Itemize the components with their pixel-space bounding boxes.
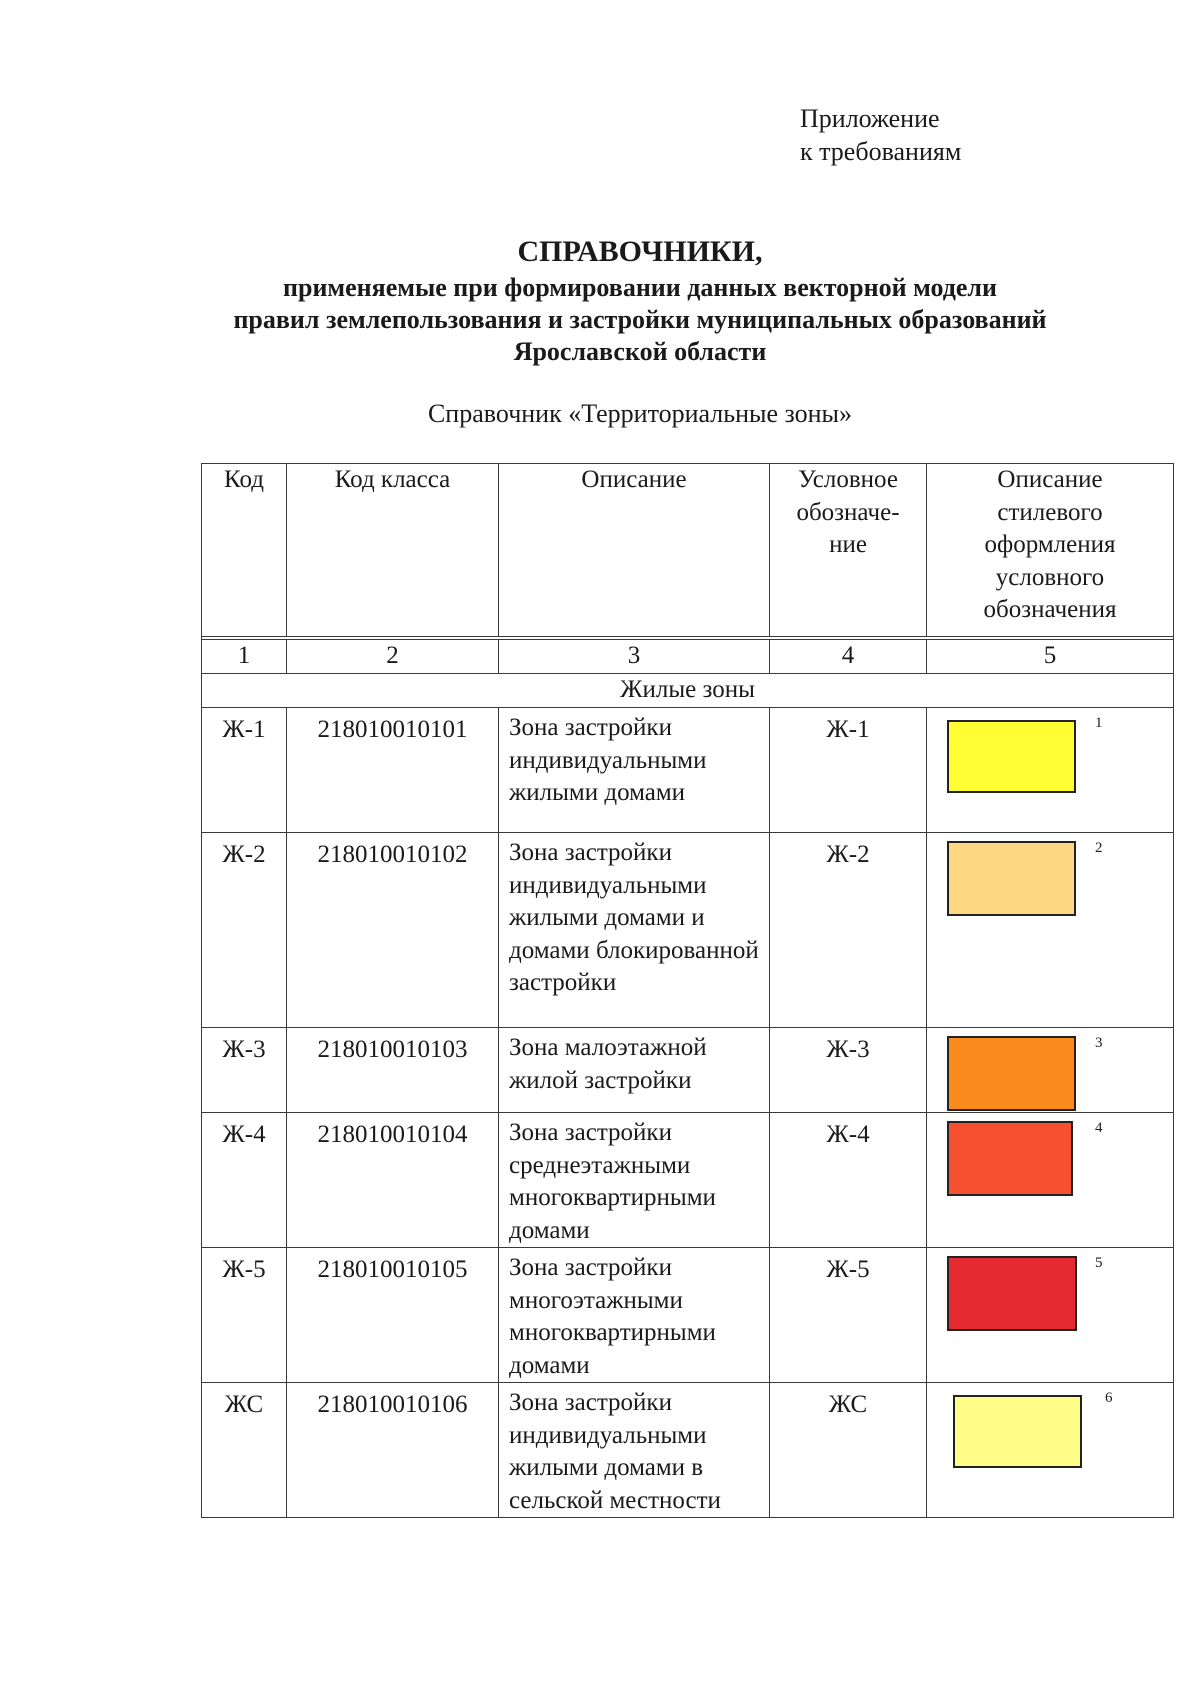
zones-table <box>201 463 1174 1518</box>
footnote-marker: 4 <box>1095 1120 1103 1136</box>
zone-description: Зона застройки многоэтажными многоквартирными домами <box>499 1248 770 1383</box>
footnote-marker: 1 <box>1095 715 1103 731</box>
table-row <box>202 833 1174 1028</box>
zone-code: Ж-3 <box>202 1028 287 1113</box>
table-header-row <box>202 464 1174 637</box>
footnote-marker: 2 <box>1095 840 1103 856</box>
zone-symbol: Ж-1 <box>770 708 927 833</box>
appendix-line-2: к требованиям <box>800 137 962 166</box>
table-row <box>202 1248 1174 1383</box>
color-swatch <box>953 1395 1082 1468</box>
class-code: 218010010106 <box>287 1383 499 1518</box>
color-swatch <box>947 1036 1076 1111</box>
style-cell <box>927 833 1174 1028</box>
class-code: 218010010105 <box>287 1248 499 1383</box>
header-symbol: Условное обозначе-ние <box>770 464 927 637</box>
zone-description: Зона застройки индивидуальными жилыми домами в сельской местности <box>499 1383 770 1518</box>
footnote-marker: 5 <box>1095 1255 1103 1271</box>
section-row <box>202 674 1174 708</box>
style-cell <box>927 1113 1174 1248</box>
class-code: 218010010104 <box>287 1113 499 1248</box>
footnote-marker: 6 <box>1105 1390 1113 1406</box>
table-row <box>202 1383 1174 1518</box>
heading-line-1: применяемые при формировании данных векторной модели <box>283 273 997 302</box>
style-cell <box>927 1248 1174 1383</box>
zone-description: Зона застройки среднеэтажными многоквартирными домами <box>499 1113 770 1248</box>
column-number: 5 <box>927 640 1174 674</box>
reference-subtitle: Справочник «Территориальные зоны» <box>427 399 853 428</box>
header-code: Код <box>202 464 287 637</box>
zone-symbol: Ж-3 <box>770 1028 927 1113</box>
table-row <box>202 1028 1174 1113</box>
style-cell <box>927 1383 1174 1518</box>
zone-symbol: Ж-2 <box>770 833 927 1028</box>
table-row <box>202 708 1174 833</box>
class-code: 218010010102 <box>287 833 499 1028</box>
color-swatch <box>947 720 1076 793</box>
zone-symbol: ЖС <box>770 1383 927 1518</box>
header-class-code: Код класса <box>287 464 499 637</box>
zone-symbol: Ж-4 <box>770 1113 927 1248</box>
zone-description: Зона застройки индивидуальными жилыми домами и домами блокированной застройки <box>499 833 770 1028</box>
document-heading <box>200 232 1080 368</box>
zone-symbol: Ж-5 <box>770 1248 927 1383</box>
table-row <box>202 1113 1174 1248</box>
zone-description: Зона застройки индивидуальными жилыми домами <box>499 708 770 833</box>
column-number-row <box>202 640 1174 674</box>
column-number: 3 <box>499 640 770 674</box>
zone-code: Ж-1 <box>202 708 287 833</box>
heading-line-2: правил землепользования и застройки муниципальных образований <box>233 305 1047 334</box>
section-title: Жилые зоны <box>202 674 1174 708</box>
class-code: 218010010103 <box>287 1028 499 1113</box>
column-number: 1 <box>202 640 287 674</box>
heading-line-3: Ярославской области <box>513 337 767 366</box>
zone-code: ЖС <box>202 1383 287 1518</box>
zone-code: Ж-5 <box>202 1248 287 1383</box>
style-cell <box>927 708 1174 833</box>
zone-code: Ж-4 <box>202 1113 287 1248</box>
document-title: СПРАВОЧНИКИ, <box>517 235 763 268</box>
zone-description: Зона малоэтажной жилой застройки <box>499 1028 770 1113</box>
appendix-note <box>800 102 961 168</box>
footnote-marker: 3 <box>1095 1035 1103 1051</box>
style-cell <box>927 1028 1174 1113</box>
column-number: 2 <box>287 640 499 674</box>
color-swatch <box>947 1256 1077 1331</box>
class-code: 218010010101 <box>287 708 499 833</box>
header-style: Описание стилевого оформления условного обозначения <box>927 464 1174 637</box>
header-description: Описание <box>499 464 770 637</box>
appendix-line-1: Приложение <box>800 104 940 133</box>
column-number: 4 <box>770 640 927 674</box>
color-swatch <box>947 1121 1073 1196</box>
zone-code: Ж-2 <box>202 833 287 1028</box>
color-swatch <box>947 841 1076 916</box>
